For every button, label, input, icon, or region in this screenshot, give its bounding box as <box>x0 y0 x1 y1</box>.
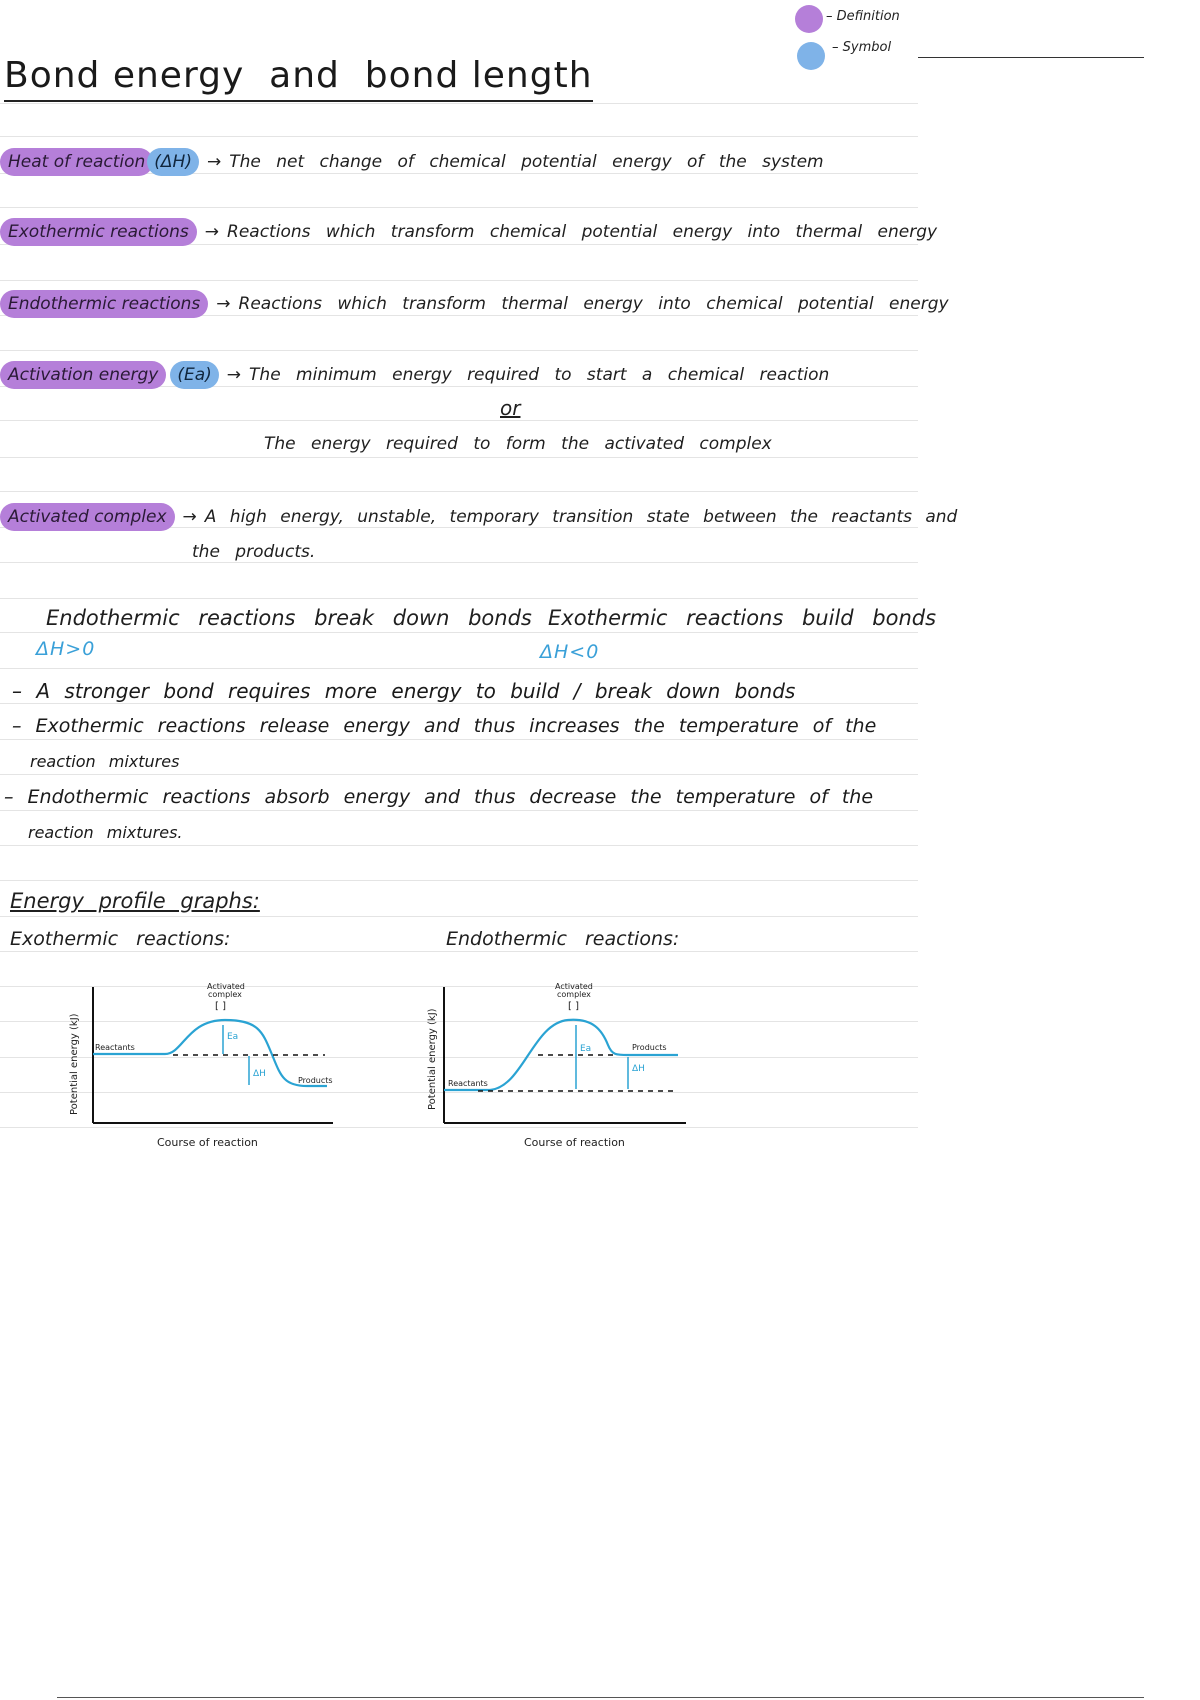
endothermic-graph-heading: Endothermic reactions: <box>446 928 680 950</box>
x-axis-label: Course of reaction <box>524 1136 625 1149</box>
arrow-icon: → <box>226 365 242 385</box>
legend-symbol-label: – Symbol <box>832 40 892 55</box>
definition-text: Reactions which transform thermal energy into chemical potential energy <box>238 294 949 314</box>
ea-label: Ea <box>580 1044 592 1054</box>
products-label: Products <box>298 1076 333 1085</box>
definition-text: The minimum energy required to start a chemical reaction <box>249 365 830 385</box>
arrow-icon: → <box>206 152 222 172</box>
energy-curve <box>93 1020 327 1086</box>
bullet-point-continued: reaction mixtures. <box>28 823 183 842</box>
bullet-point-continued: reaction mixtures <box>30 752 180 771</box>
definition-endothermic <box>0 290 949 318</box>
exothermic-symbol: ΔH<0 <box>540 641 600 663</box>
definition-text: A high energy, unstable, temporary transition state between the reactants and <box>204 507 958 527</box>
endothermic-bonds-note: Endothermic reactions break down bonds <box>46 606 532 630</box>
peak-label-line-2: complex <box>557 990 591 999</box>
arrow-icon: → <box>204 222 220 242</box>
exothermic-graph-heading: Exothermic reactions: <box>10 928 231 950</box>
definition-text-alt: The energy required to form the activated complex <box>264 434 772 454</box>
definition-exothermic <box>0 218 937 246</box>
term-highlight: Heat of reaction <box>0 148 153 176</box>
symbol-highlight: (Ea) <box>170 361 218 389</box>
top-rule <box>918 57 1144 58</box>
reactants-label: Reactants <box>448 1079 488 1088</box>
definition-text: Reactions which transform chemical potential energy into thermal energy <box>227 222 938 242</box>
definition-color-dot <box>795 5 823 33</box>
symbol-color-dot <box>797 42 825 70</box>
definition-activation-energy <box>0 361 829 389</box>
symbol-highlight: (ΔH) <box>147 148 199 176</box>
ea-label: Ea <box>227 1032 239 1042</box>
peak-label-line-1: Activated <box>207 982 245 991</box>
bullet-point: – Endothermic reactions absorb energy and thus decrease the temperature of the <box>4 786 874 808</box>
term-highlight: Exothermic reactions <box>0 218 197 246</box>
definition-activated-complex <box>0 503 957 531</box>
legend-definition-label: – Definition <box>826 9 900 24</box>
peak-label-line-2: complex <box>208 990 242 999</box>
definition-text-continued: the products. <box>192 542 316 562</box>
graphs-heading: Energy profile graphs: <box>10 889 260 913</box>
definition-heat-of-reaction <box>0 148 824 176</box>
reactants-label: Reactants <box>95 1043 135 1052</box>
endothermic-energy-graph <box>418 975 708 1155</box>
dh-label: ΔH <box>632 1064 645 1074</box>
term-highlight: Endothermic reactions <box>0 290 208 318</box>
page-title: Bond energy and bond length <box>4 52 593 102</box>
exothermic-bonds-note: Exothermic reactions build bonds <box>548 606 937 630</box>
peak-label-line-1: Activated <box>555 982 593 991</box>
y-axis-label: Potential energy (kJ) <box>69 1013 80 1115</box>
endothermic-symbol: ΔH>0 <box>36 638 96 660</box>
dh-label: ΔH <box>253 1069 266 1079</box>
footer-rule <box>57 1697 1144 1698</box>
term-highlight: Activation energy <box>0 361 166 389</box>
bullet-point: – Exothermic reactions release energy and thus increases the temperature of the <box>12 715 877 737</box>
arrow-icon: → <box>216 294 231 314</box>
definition-text: The net change of chemical potential energy of the system <box>229 152 824 172</box>
bullet-point: – A stronger bond requires more energy to build / break down bonds <box>12 679 796 703</box>
x-axis-label: Course of reaction <box>157 1136 258 1149</box>
products-label: Products <box>632 1043 667 1052</box>
y-axis-label: Potential energy (kJ) <box>427 1008 438 1110</box>
exothermic-energy-graph <box>55 975 345 1155</box>
bracket-symbol: [ ] <box>215 1001 226 1012</box>
bracket-symbol: [ ] <box>568 1001 579 1012</box>
arrow-icon: → <box>182 507 197 527</box>
or-text: or <box>500 396 521 420</box>
term-highlight: Activated complex <box>0 503 175 531</box>
